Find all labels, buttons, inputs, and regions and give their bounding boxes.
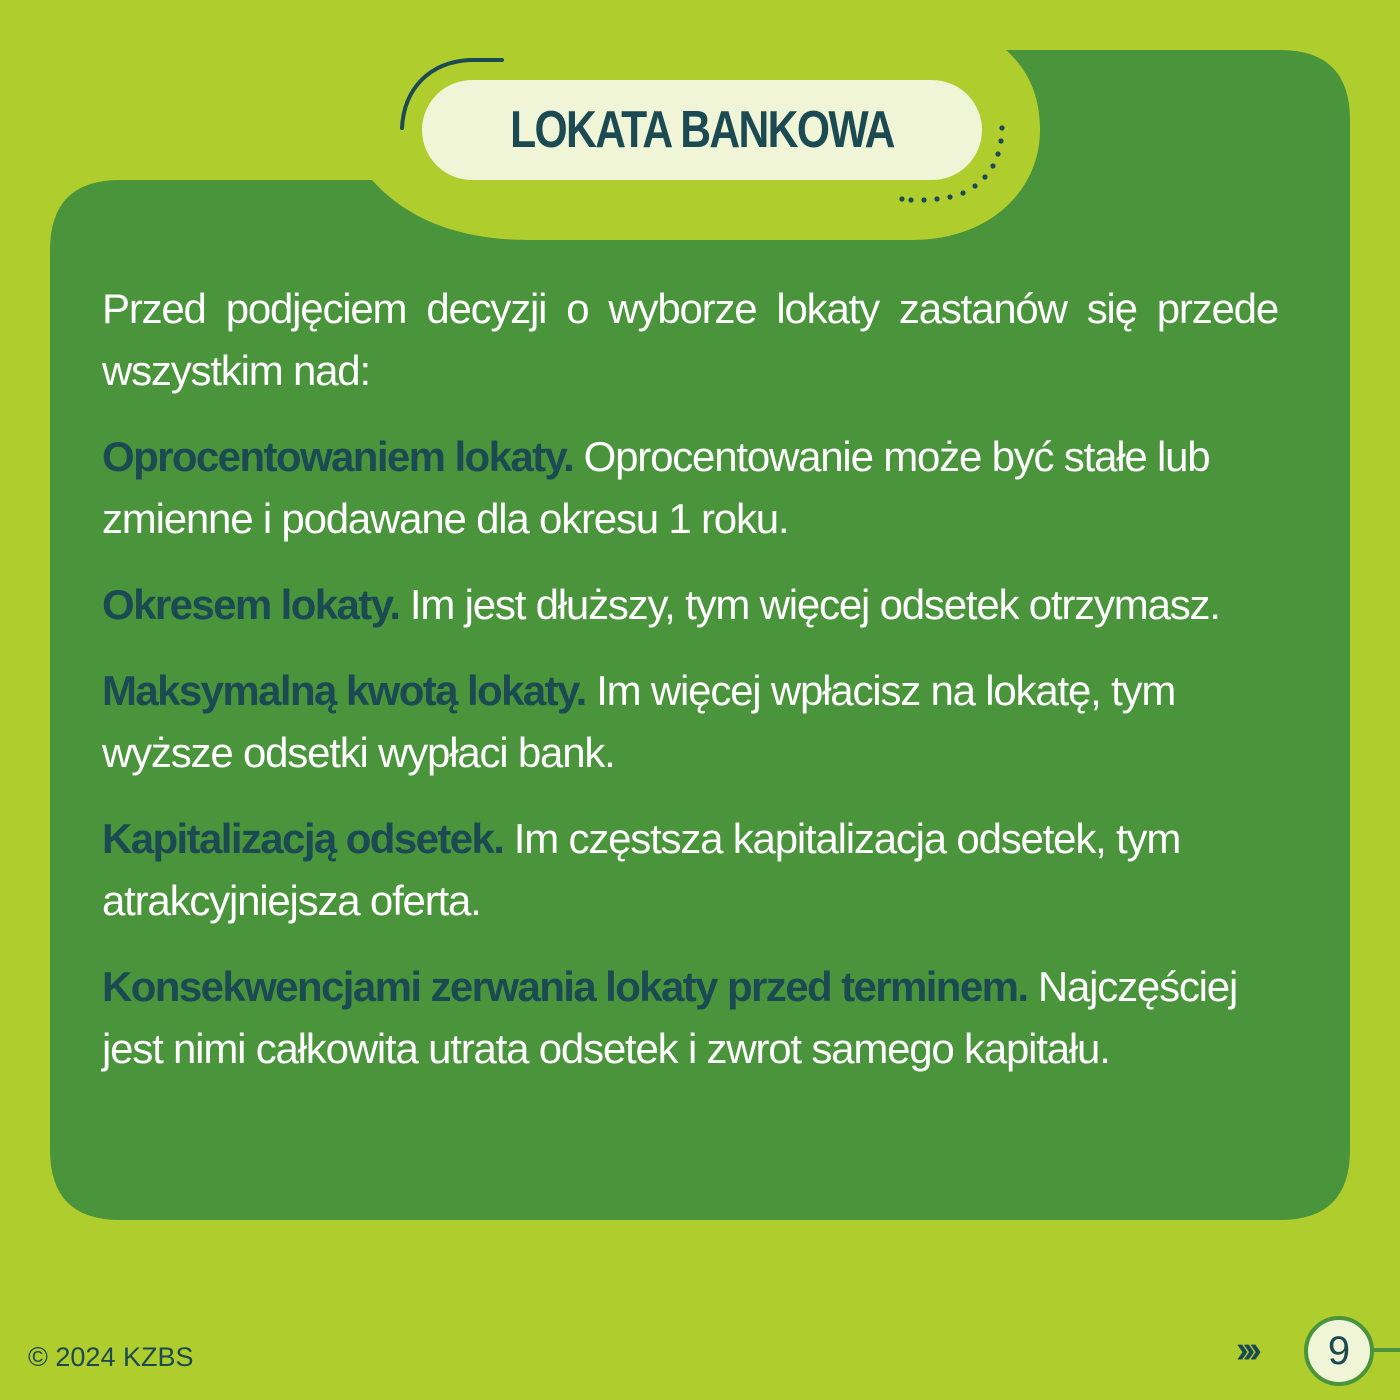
factor-item bbox=[102, 956, 1278, 1080]
factor-lead: Okresem lokaty. bbox=[102, 581, 400, 628]
factor-text: Najczęściej jest nimi całkowita utrata odsetek i zwrot samego kapitału. bbox=[102, 963, 1238, 1072]
factor-item bbox=[102, 808, 1278, 932]
factor-text: Im więcej wpłacisz na lokatę, tym wyższe odsetki wypłaci bank. bbox=[102, 667, 1176, 776]
intro-paragraph: Przed podjęciem decyzji o wyborze lokaty zastanów się przede wszystkim nad: bbox=[102, 285, 1278, 394]
content-text bbox=[102, 278, 1278, 1104]
factor-lead: Konsekwencjami zerwania lokaty przed terminem. bbox=[102, 963, 1028, 1010]
chevron-right-icon: ››› bbox=[1236, 1329, 1256, 1371]
factor-text: Im częstsza kapitalizacja odsetek, tym atrakcyjniejsza oferta. bbox=[102, 815, 1181, 924]
page-number-badge bbox=[1304, 1316, 1374, 1386]
factor-lead: Kapitalizacją odsetek. bbox=[102, 815, 504, 862]
factor-item bbox=[102, 574, 1278, 636]
factor-lead: Oprocentowaniem lokaty. bbox=[102, 433, 574, 480]
factor-text: Im jest dłuższy, tym więcej odsetek otrzymasz. bbox=[399, 581, 1220, 628]
factor-text: Oprocentowanie może być stałe lub zmienne i podawane dla okresu 1 roku. bbox=[102, 433, 1210, 542]
page-title: LOKATA BANKOWA bbox=[510, 101, 894, 159]
page-number: 9 bbox=[1327, 1328, 1351, 1373]
factor-item bbox=[102, 660, 1278, 784]
copyright: © 2024 KZBS bbox=[28, 1342, 194, 1372]
factor-lead: Maksymalną kwotą lokaty. bbox=[102, 667, 586, 714]
title-pill bbox=[422, 80, 982, 180]
factor-item bbox=[102, 426, 1278, 550]
